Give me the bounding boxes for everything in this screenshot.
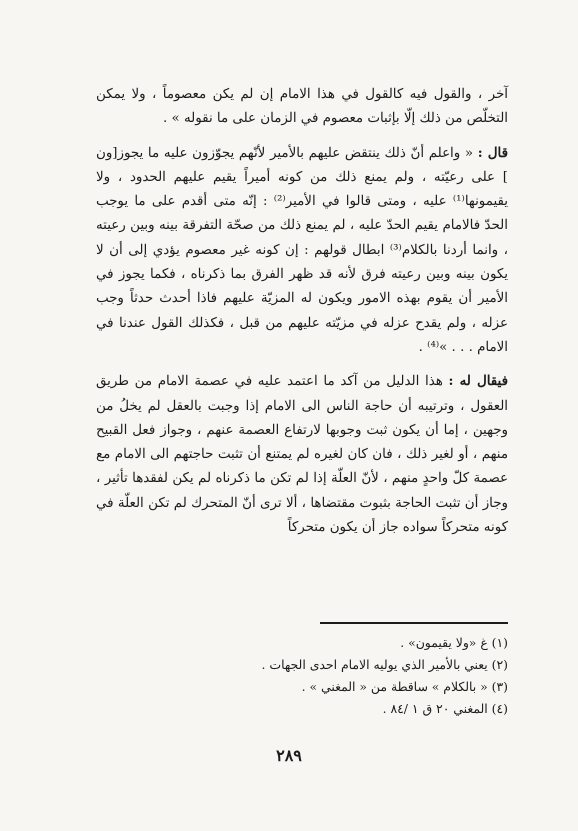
footnote-1: (١) غ «ولا يقيمون» .	[400, 635, 508, 650]
paragraph-3	[96, 369, 508, 540]
paragraph-text: هذا الدليل من آكد ما اعتمد عليه في عصمة الامام من طريق العقول ، وترتيبه أن حاجة الناس الى الامام إذا وجبت بالعقل لم يخلُ من وجهين ، إما أن يكون ثبت وجوبها لارتفاع العصمة عنهم ، وجواز فعل القبيح منهم ، أو لغير ذلك ، فان كان لغيره لم يمتنع أن تثبت حاجتهم الى الامام مع عصمة كلّ واحدٍ منهم ، لأنّ العلّة إذا لم تكن ما ذكرناه لم يكن لفقدها تأثير ، وجاز أن تثبت الحاجة بثبوت مقتضاها ، ألا ترى أنّ المتحرك لم تكن العلّة في كونه متحركاً سواده جاز أن يكون متحركاً	[96, 374, 508, 536]
paragraph-lead: قال :	[477, 144, 508, 161]
footnote-divider	[320, 622, 508, 624]
main-text	[96, 82, 508, 540]
footnotes	[96, 632, 508, 720]
paragraph-1	[96, 82, 508, 132]
paragraph-lead: فيقال له :	[448, 373, 508, 390]
paragraph-text: « واعلم أنّ ذلك ينتقض عليهم بالأمير لأنّهم يجوّزون عليه ما يجوز[ون ] على رعيّته ، ولم يمنع ذلك من كونه أميراً يقيم عليهم الحدود ، ولا يقيمونها⁽¹⁾ عليه ، ومتى قالوا في الأمير⁽²⁾ : إنّه متى أقدم على ما يوجب الحدّ فالامام يقيم الحدّ عليه ، لم يمنع ذلك من صحّة التفرقة بينه وبين رعيته ، وانما أردنا بالكلام⁽³⁾ ابطال قولهم : إن كونه غير معصوم يؤدي إلى أن لا يكون بينه وبين رعيته فرق لأنه قد ظهر الفرق بما ذكرناه ، فكما يجوز في الأمير أن يقوم بهذه الامور ويكون له المزيّة عليهم فاذا أحدث حدثاً وجب عزله ، ولم يقدح عزله في مزيّته عليهم من قبل ، فكذلك القول عندنا في الامام . . . »⁽⁴⁾ .	[96, 145, 508, 355]
footnote-2: (٢) يعني بالأمير الذي يوليه الامام احدى الجهات .	[261, 657, 508, 672]
paragraph-text: آخر ، والقول فيه كالقول في هذا الامام إن لم يكن معصوماً ، ولا يمكن التخلّص من ذلك إلّا بإثبات معصوم في الزمان على ما نقوله » .	[96, 87, 508, 127]
page-number: ٢٨٩	[276, 746, 302, 765]
paragraph-2	[96, 141, 508, 361]
footnote-4: (٤) المغني ٢٠ ق ١ /٨٤ .	[382, 701, 508, 716]
footnote-3: (٣) « بالكلام » ساقطة من « المغني » .	[301, 679, 508, 694]
